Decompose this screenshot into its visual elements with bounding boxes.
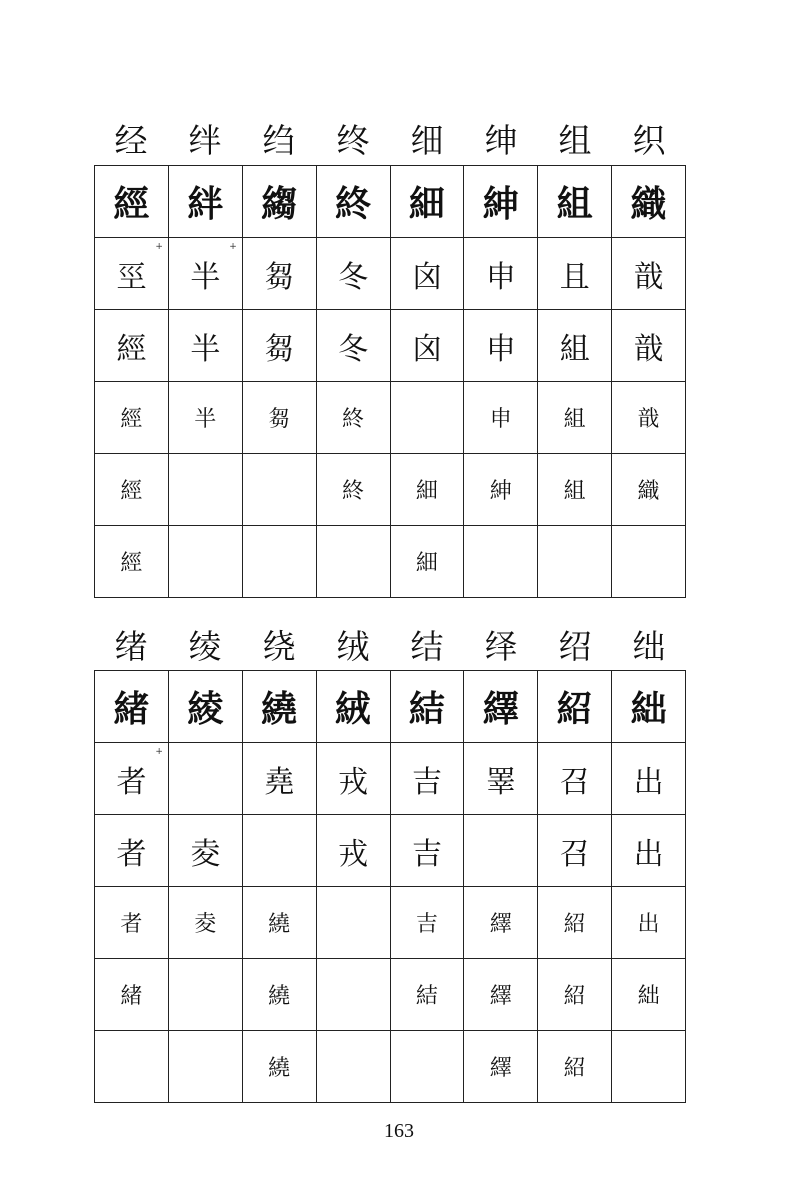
glyph-cell [390, 743, 464, 815]
glyph-text: 出 [633, 764, 664, 800]
glyph-text: 經 [116, 331, 147, 367]
glyph-text: 紹 [563, 912, 586, 937]
glyph-cell [95, 1031, 169, 1103]
glyph-cell [464, 382, 538, 454]
glyph-text: 且 [559, 259, 590, 295]
glyph-cell [390, 166, 464, 238]
glyph-cell [464, 815, 538, 887]
column-header: 细 [410, 120, 444, 160]
glyph-cell [612, 671, 686, 743]
glyph-cell [538, 382, 612, 454]
glyph-text: 出 [637, 912, 660, 937]
plus-mark-icon: + [229, 242, 237, 252]
glyph-cell [316, 959, 390, 1031]
glyph-cell [316, 671, 390, 743]
glyph-row [95, 959, 686, 1031]
glyph-cell [168, 1031, 242, 1103]
glyph-cell [95, 815, 169, 887]
glyph-text: 終 [342, 407, 365, 432]
glyph-cell [168, 238, 242, 310]
glyph-text: 半 [190, 331, 221, 367]
glyph-text: 縐 [261, 183, 298, 225]
glyph-cell [242, 887, 316, 959]
glyph-text: 組 [563, 407, 586, 432]
glyph-text: 繞 [261, 688, 298, 730]
glyph-cell [316, 166, 390, 238]
column-header: 绕 [262, 626, 296, 666]
column-header: 终 [336, 120, 370, 160]
glyph-text: 繹 [482, 688, 519, 730]
glyph-text: 經 [120, 479, 143, 504]
glyph-text: 經 [120, 551, 143, 576]
glyph-cell [95, 238, 169, 310]
glyph-cell [316, 1031, 390, 1103]
glyph-text: 吉 [415, 912, 438, 937]
glyph-cell [390, 382, 464, 454]
glyph-cell [390, 1031, 464, 1103]
glyph-table-bottom [94, 670, 686, 1103]
glyph-cell [390, 671, 464, 743]
glyph-row [95, 1031, 686, 1103]
column-headers-bottom [94, 616, 686, 672]
glyph-cell [538, 310, 612, 382]
glyph-cell [390, 526, 464, 598]
glyph-cell [612, 166, 686, 238]
glyph-text: 結 [408, 688, 445, 730]
glyph-row [95, 382, 686, 454]
glyph-table-top [94, 165, 686, 598]
glyph-row [95, 238, 686, 310]
glyph-text: 細 [408, 183, 445, 225]
glyph-cell [538, 959, 612, 1031]
glyph-text: 者 [116, 836, 147, 872]
glyph-row [95, 526, 686, 598]
glyph-cell [168, 815, 242, 887]
column-header: 绫 [188, 626, 222, 666]
glyph-text: 繹 [489, 1056, 512, 1081]
glyph-cell [316, 815, 390, 887]
glyph-text: 申 [485, 331, 516, 367]
glyph-text: 緒 [113, 688, 150, 730]
glyph-text: 吉 [411, 764, 442, 800]
glyph-cell [612, 959, 686, 1031]
plus-mark-icon: + [155, 242, 163, 252]
glyph-cell [612, 887, 686, 959]
glyph-cell [316, 526, 390, 598]
glyph-text: 囟 [411, 331, 442, 367]
glyph-cell [242, 310, 316, 382]
glyph-cell [242, 238, 316, 310]
column-header: 绌 [632, 626, 666, 666]
glyph-cell [168, 959, 242, 1031]
glyph-text: 出 [633, 836, 664, 872]
glyph-text: 吉 [411, 836, 442, 872]
glyph-text: 堯 [264, 764, 295, 800]
glyph-cell [612, 310, 686, 382]
glyph-cell [538, 815, 612, 887]
glyph-cell [612, 238, 686, 310]
glyph-text: 冬 [338, 331, 369, 367]
glyph-text: 召 [559, 764, 590, 800]
glyph-text: 囟 [411, 259, 442, 295]
glyph-text: 睪 [485, 764, 516, 800]
glyph-cell [464, 166, 538, 238]
glyph-row [95, 310, 686, 382]
glyph-cell [538, 1031, 612, 1103]
glyph-text: 戠 [633, 259, 664, 295]
glyph-cell [242, 166, 316, 238]
glyph-cell [612, 454, 686, 526]
glyph-text: 終 [342, 479, 365, 504]
column-header: 绒 [336, 626, 370, 666]
glyph-cell [95, 671, 169, 743]
glyph-text: 組 [563, 479, 586, 504]
glyph-cell [242, 1031, 316, 1103]
glyph-cell [316, 454, 390, 526]
glyph-text: 半 [190, 259, 221, 295]
glyph-text: 紳 [482, 183, 519, 225]
glyph-text: 戎 [338, 764, 369, 800]
glyph-cell [538, 454, 612, 526]
plus-mark-icon: + [155, 747, 163, 757]
glyph-text: 組 [559, 331, 590, 367]
glyph-cell [316, 887, 390, 959]
glyph-cell [464, 238, 538, 310]
glyph-cell [538, 166, 612, 238]
glyph-text: 絀 [630, 688, 667, 730]
glyph-cell [242, 743, 316, 815]
glyph-cell [538, 671, 612, 743]
glyph-cell [242, 526, 316, 598]
glyph-cell [612, 743, 686, 815]
column-header: 绪 [114, 626, 148, 666]
glyph-text: 紹 [563, 984, 586, 1009]
glyph-text: 夌 [194, 912, 217, 937]
glyph-row [95, 815, 686, 887]
page-number: 163 [384, 1120, 414, 1142]
glyph-cell [168, 310, 242, 382]
glyph-text: 繹 [489, 984, 512, 1009]
glyph-text: 紹 [563, 1056, 586, 1081]
glyph-text: 戠 [633, 331, 664, 367]
column-header: 织 [632, 120, 666, 160]
glyph-cell [95, 743, 169, 815]
glyph-text: 紳 [489, 479, 512, 504]
glyph-cell [168, 743, 242, 815]
glyph-text: 絀 [637, 984, 660, 1009]
glyph-cell [316, 382, 390, 454]
glyph-cell [538, 526, 612, 598]
glyph-cell [168, 454, 242, 526]
glyph-cell [612, 815, 686, 887]
glyph-text: 申 [485, 259, 516, 295]
glyph-text: 終 [335, 183, 372, 225]
glyph-cell [168, 671, 242, 743]
glyph-text: 半 [194, 407, 217, 432]
glyph-text: 細 [415, 479, 438, 504]
column-header: 绅 [484, 120, 518, 160]
glyph-cell [95, 166, 169, 238]
glyph-row [95, 887, 686, 959]
glyph-cell [612, 1031, 686, 1103]
glyph-cell [168, 382, 242, 454]
glyph-cell [612, 382, 686, 454]
glyph-cell [464, 959, 538, 1031]
glyph-cell [95, 382, 169, 454]
glyph-cell [390, 959, 464, 1031]
glyph-cell [390, 815, 464, 887]
glyph-text: 結 [415, 984, 438, 1009]
glyph-text: 紹 [556, 688, 593, 730]
column-header: 组 [558, 120, 592, 160]
glyph-cell [95, 526, 169, 598]
glyph-text: 織 [630, 183, 667, 225]
glyph-text: 夌 [190, 836, 221, 872]
glyph-text: 者 [116, 764, 147, 800]
glyph-cell [95, 887, 169, 959]
glyph-cell [464, 743, 538, 815]
glyph-text: 芻 [264, 259, 295, 295]
glyph-row [95, 743, 686, 815]
glyph-text: 經 [120, 407, 143, 432]
glyph-cell [538, 887, 612, 959]
glyph-cell [242, 671, 316, 743]
glyph-text: 綾 [187, 688, 224, 730]
glyph-cell [464, 526, 538, 598]
glyph-cell [464, 310, 538, 382]
column-header: 绎 [484, 626, 518, 666]
glyph-text: 組 [556, 183, 593, 225]
glyph-text: 細 [415, 551, 438, 576]
glyph-text: 絆 [187, 183, 224, 225]
glyph-row [95, 671, 686, 743]
glyph-cell [316, 310, 390, 382]
glyph-text: 繞 [268, 1056, 291, 1081]
glyph-cell [612, 526, 686, 598]
glyph-text: 申 [489, 407, 512, 432]
glyph-cell [242, 815, 316, 887]
column-headers-top [94, 110, 686, 166]
glyph-cell [168, 166, 242, 238]
column-header: 经 [114, 120, 148, 160]
glyph-text: 冬 [338, 259, 369, 295]
glyph-row [95, 166, 686, 238]
glyph-cell [95, 310, 169, 382]
glyph-cell [242, 382, 316, 454]
glyph-text: 絨 [335, 688, 372, 730]
glyph-text: 者 [120, 912, 143, 937]
glyph-text: 繞 [268, 984, 291, 1009]
glyph-text: 繹 [489, 912, 512, 937]
glyph-cell [538, 238, 612, 310]
glyph-cell [316, 743, 390, 815]
column-header: 绍 [558, 626, 592, 666]
glyph-text: 經 [113, 183, 150, 225]
column-header: 绊 [188, 120, 222, 160]
glyph-row [95, 454, 686, 526]
glyph-text: 繞 [268, 912, 291, 937]
glyph-text: 戎 [338, 836, 369, 872]
glyph-text: 織 [637, 479, 660, 504]
glyph-cell [390, 454, 464, 526]
glyph-cell [242, 454, 316, 526]
glyph-cell [464, 887, 538, 959]
glyph-cell [464, 671, 538, 743]
column-header: 绉 [262, 120, 296, 160]
glyph-cell [464, 454, 538, 526]
glyph-cell [390, 887, 464, 959]
glyph-cell [168, 526, 242, 598]
glyph-cell [242, 959, 316, 1031]
glyph-text: 緒 [120, 984, 143, 1009]
glyph-cell [390, 238, 464, 310]
glyph-cell [464, 1031, 538, 1103]
glyph-text: 戠 [637, 407, 660, 432]
glyph-cell [95, 454, 169, 526]
glyph-text: 芻 [268, 407, 291, 432]
glyph-cell [316, 238, 390, 310]
glyph-cell [538, 743, 612, 815]
glyph-cell [390, 310, 464, 382]
glyph-text: 巠 [116, 259, 147, 295]
glyph-text: 召 [559, 836, 590, 872]
glyph-text: 芻 [264, 331, 295, 367]
glyph-cell [95, 959, 169, 1031]
glyph-cell [168, 887, 242, 959]
column-header: 结 [410, 626, 444, 666]
